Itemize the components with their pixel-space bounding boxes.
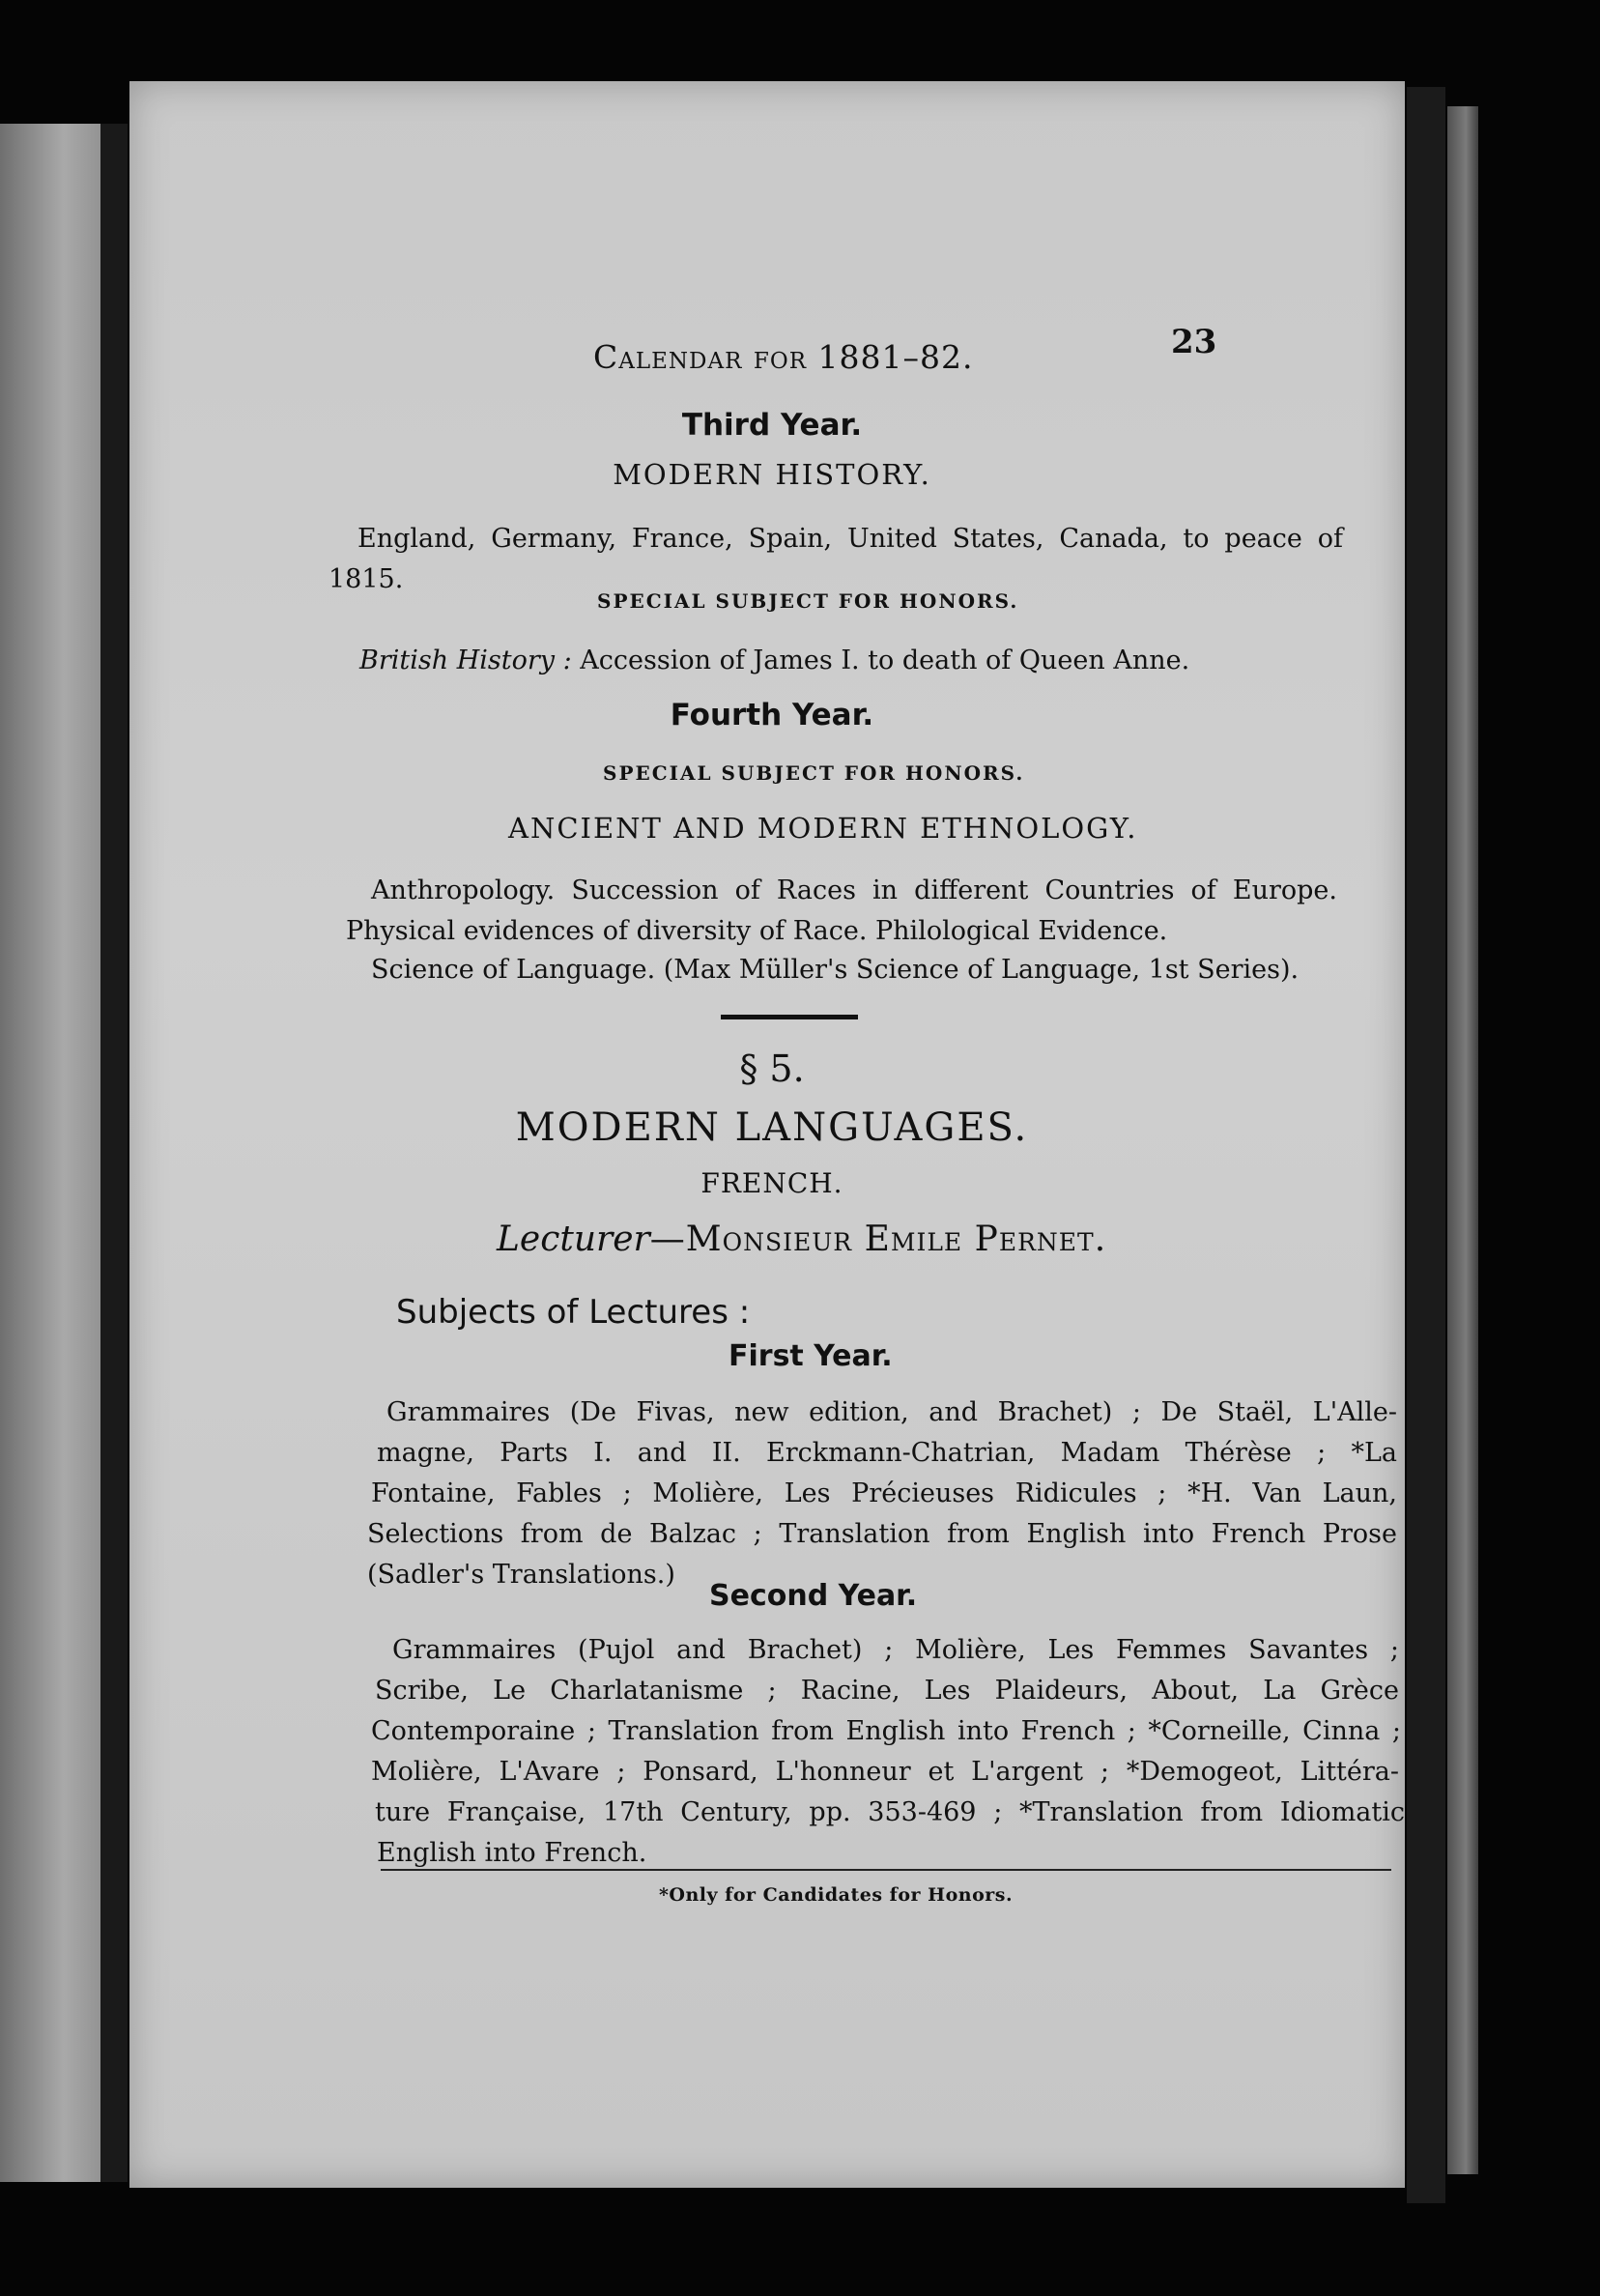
- ethnology-special-subject: SPECIAL SUBJECT FOR HONORS.: [603, 761, 1025, 785]
- fourth-year-heading: Fourth Year.: [670, 698, 874, 732]
- subjects-of-lectures: Subjects of Lectures :: [396, 1293, 751, 1332]
- ethnology-title: ANCIENT AND MODERN ETHNOLOGY.: [508, 812, 1138, 845]
- second-year-heading: Second Year.: [709, 1579, 918, 1613]
- history-line-2: 1815.: [329, 564, 404, 594]
- page-number: 23: [1171, 323, 1217, 361]
- footnote-rule: [381, 1869, 1391, 1871]
- section-divider: [721, 1015, 858, 1019]
- british-history-text: Accession of James I. to death of Queen Anne.: [580, 646, 1190, 675]
- book-page: [129, 81, 1405, 2188]
- first-year-line-3: Fontaine, Fables ; Molière, Les Précieuses Ridicules ; *H. Van Laun,: [371, 1478, 1397, 1508]
- second-year-line-6: English into French.: [377, 1838, 647, 1868]
- second-year-line-5: ture Française, 17th Century, pp. 353-469 ; *Translation from Idiomatic: [375, 1797, 1405, 1827]
- previous-page-edge: [0, 124, 116, 2182]
- footnote: *Only for Candidates for Honors.: [659, 1884, 1014, 1906]
- section-number: § 5.: [739, 1048, 805, 1090]
- british-history-line: [359, 642, 1189, 679]
- lecturer-name: —Monsieur Emile Pernet.: [649, 1220, 1107, 1259]
- modern-languages-title: MODERN LANGUAGES.: [515, 1105, 1029, 1150]
- second-year-line-1: Grammaires (Pujol and Brachet) ; Molière, Les Femmes Savantes ;: [392, 1635, 1399, 1665]
- french-subtitle: FRENCH.: [700, 1167, 843, 1199]
- book-gutter-shadow: [100, 124, 128, 2182]
- history-special-subject: SPECIAL SUBJECT FOR HONORS.: [597, 589, 1019, 613]
- first-year-line-2: magne, Parts I. and II. Erckmann-Chatrian, Madam Thérèse ; *La: [377, 1438, 1397, 1468]
- ethnology-line-3: Science of Language. (Max Müller's Science of Language, 1st Series).: [371, 955, 1300, 985]
- lecturer-line: [497, 1220, 1106, 1259]
- book-right-edge: [1447, 106, 1478, 2174]
- first-year-line-4: Selections from de Balzac ; Translation from English into French Prose: [367, 1519, 1397, 1549]
- first-year-line-1: Grammaires (De Fivas, new edition, and Brachet) ; De Staël, L'Alle-: [386, 1397, 1397, 1427]
- first-year-heading: First Year.: [729, 1339, 893, 1373]
- ethnology-line-1: Anthropology. Succession of Races in different Countries of Europe.: [371, 875, 1337, 905]
- ethnology-line-2: Physical evidences of diversity of Race. Philological Evidence.: [346, 916, 1168, 946]
- second-year-line-2: Scribe, Le Charlatanisme ; Racine, Les Plaideurs, About, La Grèce: [375, 1676, 1399, 1706]
- second-year-line-4: Molière, L'Avare ; Ponsard, L'honneur et L'argent ; *Demogeot, Littéra-: [371, 1757, 1399, 1787]
- third-year-heading: Third Year.: [681, 408, 863, 443]
- first-year-line-5: (Sadler's Translations.): [367, 1560, 675, 1590]
- british-history-label: British History :: [359, 646, 572, 675]
- lecturer-label: Lecturer: [497, 1220, 650, 1259]
- history-line-1: England, Germany, France, Spain, United States, Canada, to peace of: [357, 524, 1343, 554]
- modern-history-title: MODERN HISTORY.: [613, 458, 931, 491]
- running-title: Calendar for 1881–82.: [593, 338, 974, 376]
- second-year-line-3: Contemporaine ; Translation from English into French ; *Corneille, Cinna ;: [371, 1716, 1401, 1746]
